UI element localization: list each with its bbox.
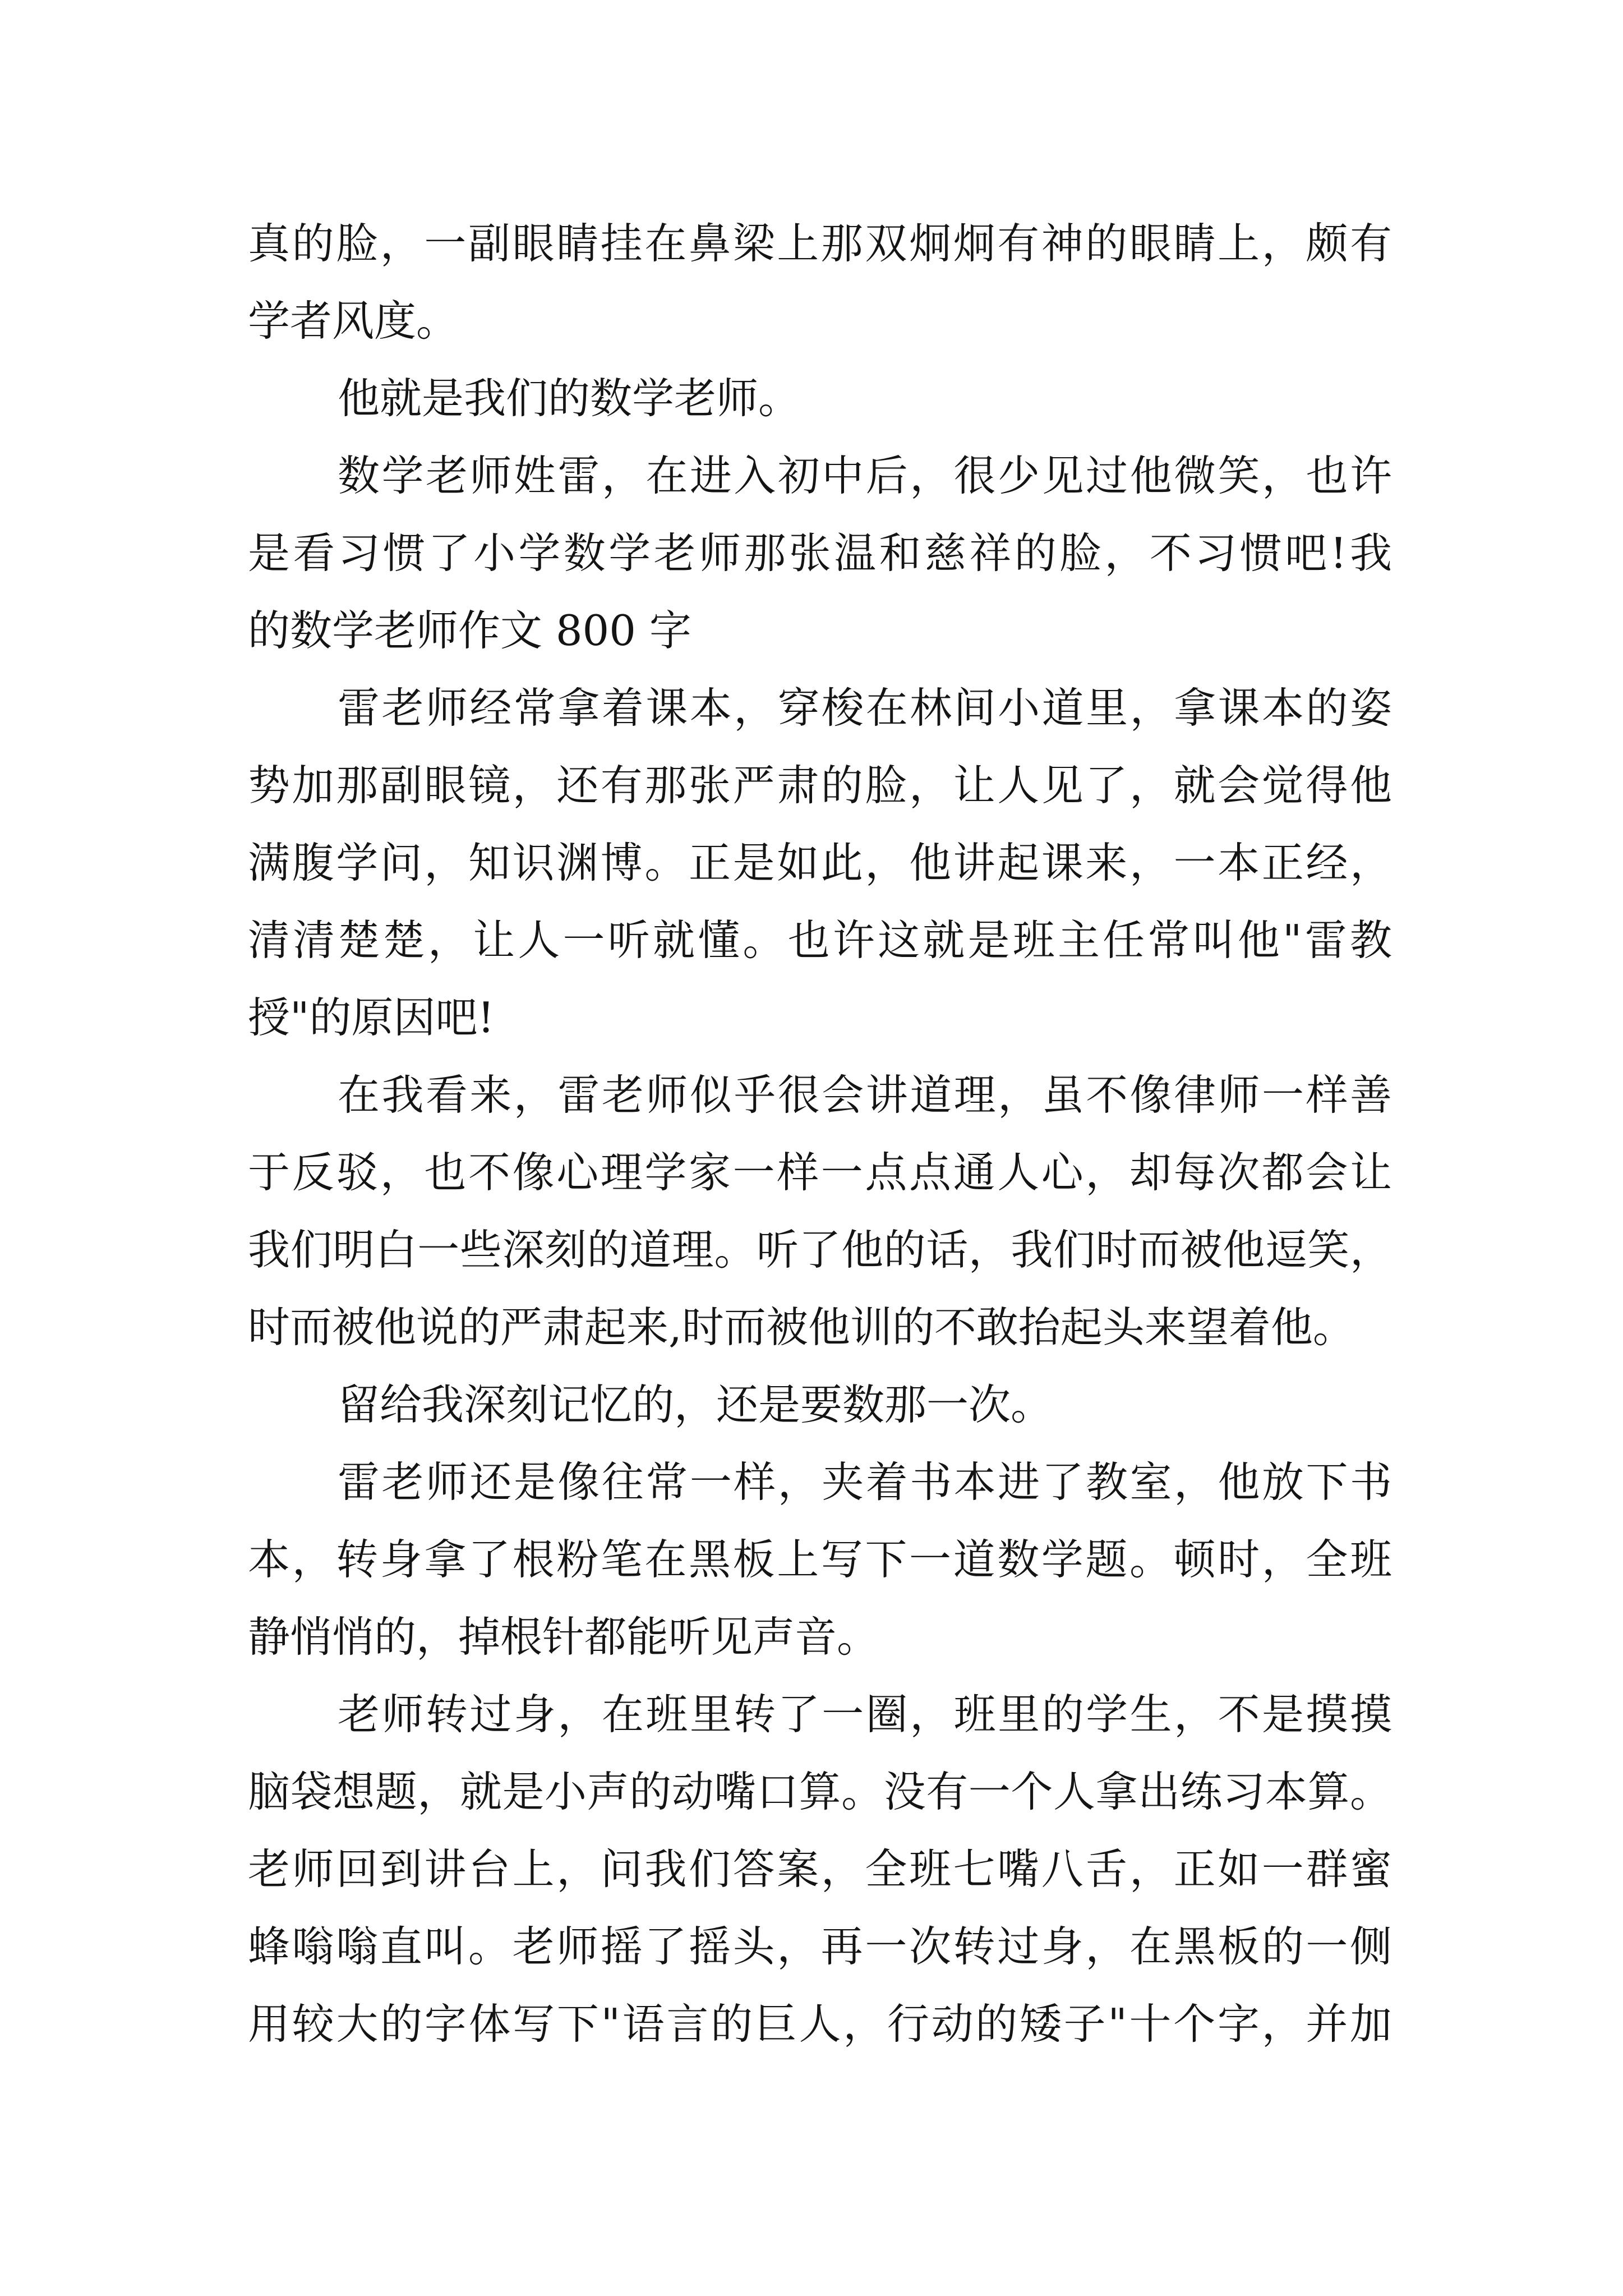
text-line: 蜂嗡嗡直叫。老师摇了摇头，再一次转过身，在黑板的一侧 (248, 1922, 1392, 1971)
text-line: 雷老师经常拿着课本，穿梭在林间小道里，拿课本的姿 (338, 683, 1392, 733)
paragraph (248, 360, 1392, 437)
text-line: 授"的原因吧! (248, 993, 495, 1042)
text-line: 真的脸，一副眼睛挂在鼻梁上那双炯炯有神的眼睛上，颇有 (248, 219, 1392, 268)
text-line: 我们明白一些深刻的道理。听了他的话，我们时而被他逗笑， (248, 1225, 1392, 1274)
text-line: 脑袋想题，就是小声的动嘴口算。没有一个人拿出练习本算。 (248, 1767, 1392, 1816)
text-line: 是看习惯了小学数学老师那张温和慈祥的脸，不习惯吧!我 (248, 528, 1392, 578)
text-line: 留给我深刻记忆的，还是要数那一次。 (338, 1380, 1053, 1429)
text-line: 时而被他说的严肃起来,时而被他训的不敢抬起头来望着他。 (248, 1303, 1355, 1352)
text-line: 老师转过身，在班里转了一圈，班里的学生，不是摸摸 (338, 1690, 1392, 1739)
text-line: 静悄悄的，掉根针都能听见声音。 (248, 1612, 879, 1662)
paragraph (248, 1443, 1392, 1676)
text-line: 满腹学问，知识渊博。正是如此，他讲起课来，一本正经， (248, 838, 1392, 887)
text-line: 雷老师还是像往常一样，夹着书本进了教室，他放下书 (338, 1457, 1392, 1507)
text-line: 用较大的字体写下"语言的巨人，行动的矮子"十个字，并加 (248, 1999, 1392, 2049)
text-line: 于反驳，也不像心理学家一样一点点通人心，却每次都会让 (248, 1148, 1392, 1197)
text-line: 本，转身拿了根粉笔在黑板上写下一道数学题。顿时，全班 (248, 1535, 1392, 1584)
text-line: 数学老师姓雷，在进入初中后，很少见过他微笑，也许 (338, 451, 1392, 500)
text-line: 在我看来，雷老师似乎很会讲道理，虽不像律师一样善 (338, 1070, 1392, 1120)
paragraph (248, 1056, 1392, 1366)
document-body (248, 205, 1392, 2063)
text-line: 的数学老师作文 800 字 (248, 606, 691, 655)
text-line: 清清楚楚，让人一听就懂。也许这就是班主任常叫他"雷教 (248, 915, 1392, 965)
paragraph (248, 205, 1392, 360)
text-line: 他就是我们的数学老师。 (338, 374, 801, 423)
text-line: 老师回到讲台上，问我们答案，全班七嘴八舌，正如一群蜜 (248, 1844, 1392, 1894)
text-line: 势加那副眼镜，还有那张严肃的脸，让人见了，就会觉得他 (248, 761, 1392, 810)
text-line: 学者风度。 (248, 296, 459, 346)
paragraph (248, 669, 1392, 1056)
paragraph (248, 1676, 1392, 2063)
paragraph (248, 437, 1392, 669)
paragraph (248, 1366, 1392, 1443)
